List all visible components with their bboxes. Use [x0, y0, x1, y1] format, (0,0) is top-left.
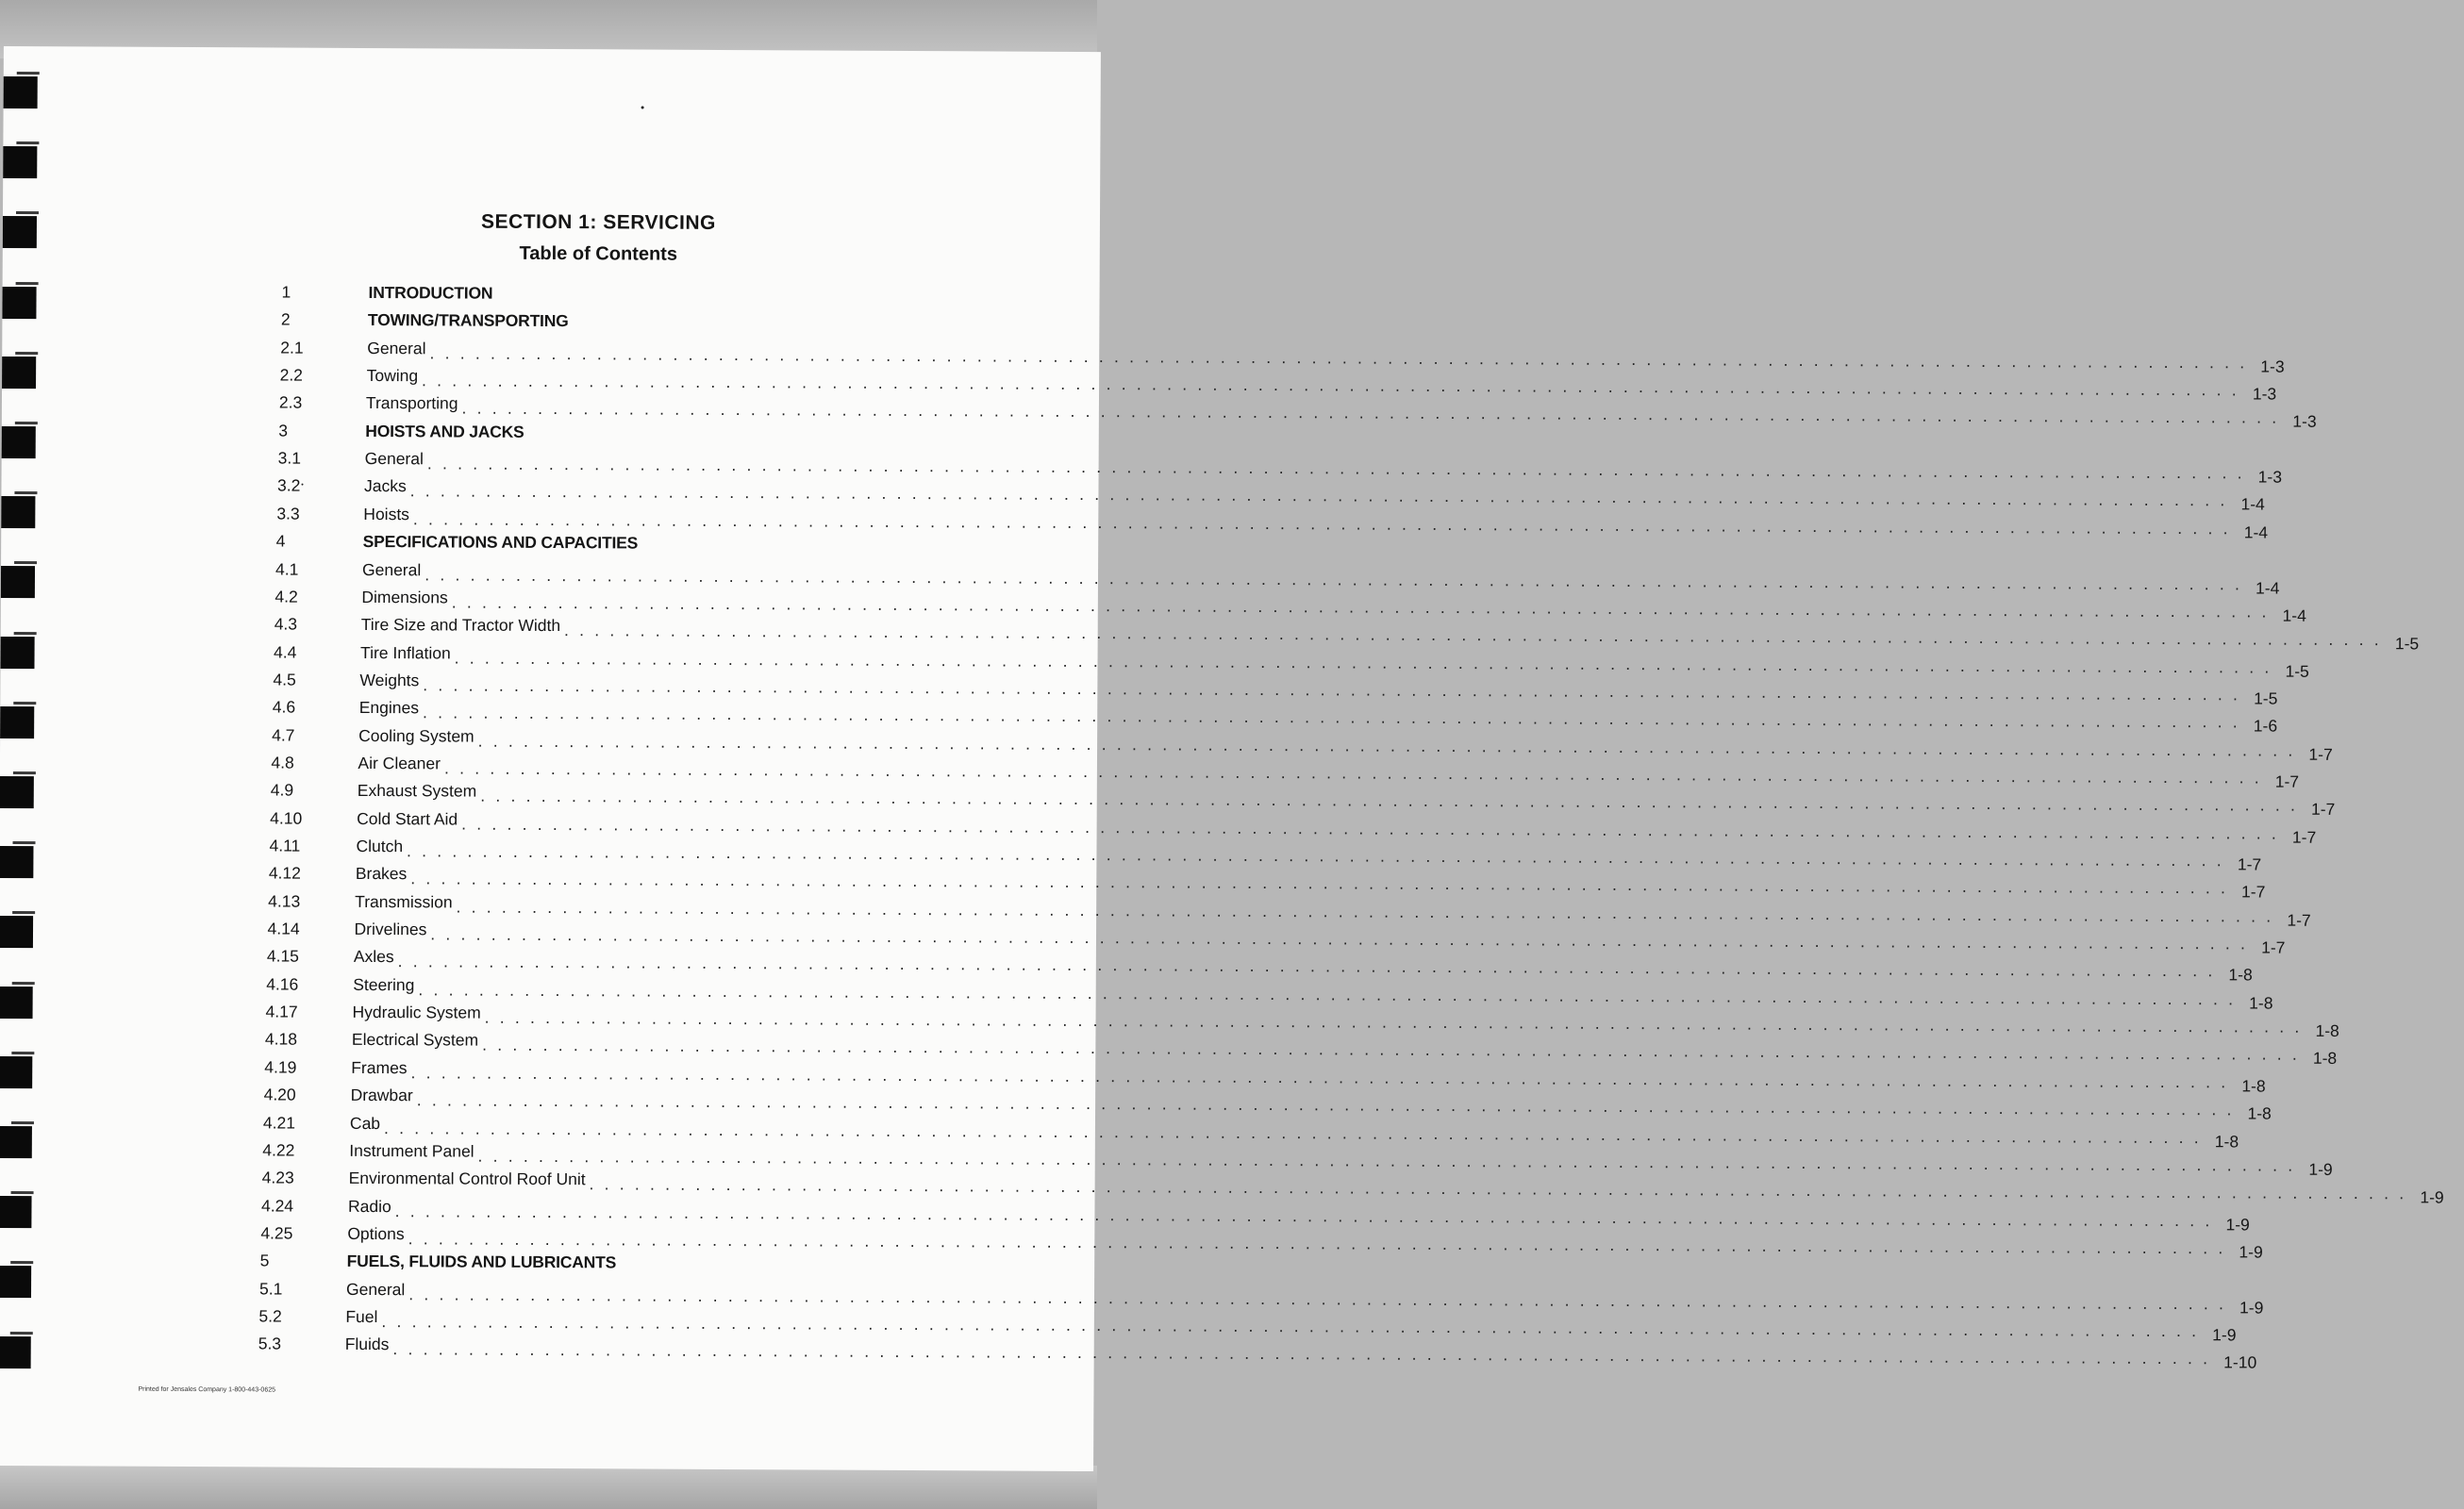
- dot-leader: . . . . . . . . . . . . . . . . . . . . . . . . . . . . . . . . . . . . . . . . . . . . . . . . . . . . . . . . . . . . . . . . . . . . . . . . . . . . . . . . . . . . . . . . . . . . . . . . . . . . . . . . . . . . . . . . . . . . . . . .: [456, 897, 2274, 926]
- toc-entry-page: 1-3: [2252, 384, 2277, 404]
- toc-entry-number: 4.21: [262, 1112, 296, 1133]
- dot-leader: . . . . . . . . . . . . . . . . . . . . . . . . . . . . . . . . . . . . . . . . . . . . . . . . . . . . . . . . . . . . . . . . . . . . . . . . . . . . . . . . . . . . . . . . . . . . . . . . . . . . . . . . . . . . . . . . . . . . . . . .: [425, 564, 2243, 593]
- dot-leader: . . . . . . . . . . . . . . . . . . . . . . . . . . . . . . . . . . . . . . . . . . . . . . . . . . . . . . . . . . . . . . . . . . . . . . . . . . . . . . . . . . . . . . . . . . . . . . . . . . . . . . . . . . . . . . . . . . . . . . . .: [423, 675, 2241, 705]
- toc-entry-number: 4.22: [262, 1140, 295, 1160]
- toc-entry-page: 1-5: [2254, 688, 2278, 708]
- toc-entry-number: 4.20: [263, 1085, 296, 1104]
- toc-entry: [278, 421, 891, 448]
- toc-entry-number: 4.8: [271, 753, 294, 772]
- toc-entry-page: 1-8: [2315, 1020, 2339, 1041]
- dot-leader: . . . . . . . . . . . . . . . . . . . . . . . . . . . . . . . . . . . . . . . . . . . . . . . . . . . . . . . . . . . . . . . . . . . . . . . . . . . . . . . . . . . . . . . . . . . . . . . . . . . . . . . . . . . . . . . . . . . . . . . .: [451, 592, 2270, 622]
- toc-entry-title: General: [364, 449, 424, 469]
- document-page: [0, 46, 2444, 1471]
- toc-entry-number: 4.13: [268, 891, 301, 911]
- dot-leader: . . . . . . . . . . . . . . . . . . . . . . . . . . . . . . . . . . . . . . . . . . . . . . . . . . . . . . . . . . . . . . . . . . . . . . . . . . . . . . . . . . . . . . . . . . . . . . . . . . . . . . . . . . . . . . . . . . . . . . . .: [381, 1312, 2200, 1341]
- toc-entry-number: 4.2: [275, 587, 298, 606]
- toc-entry-number: 3.3: [276, 504, 300, 523]
- dot-leader: . . . . . . . . . . . . . . . . . . . . . . . . . . . . . . . . . . . . . . . . . . . . . . . . . . . . . . . . . . . . . . . . . . . . . . . . . . . . . . . . . . . . . . . . . . . . . . . . . . . . . . . . . . . . . . . . . . . . . . . .: [429, 343, 2248, 373]
- toc-entry: [260, 1252, 879, 1279]
- toc-entry-number: 4.14: [267, 919, 300, 938]
- dot-leader: . . . . . . . . . . . . . . . . . . . . . . . . . . . . . . . . . . . . . . . . . . . . . . . . . . . . . . . . . . . . . . . . . . . . . . . . . . . . . . . . . . . . . . . . . . . . . . . . . . . . . . . . . . . . . . . . . . . . . . . .: [408, 1284, 2227, 1313]
- dot-leader: . . . . . . . . . . . . . . . . . . . . . . . . . . . . . . . . . . . . . . . . . . . . . . . . . . . . . . . . . . . . . . . . . . . . . . . . . . . . . . . . . . . . . . . . . . . . . . . . . . . . . . . . . . . . . . . . . . . . . . . .: [477, 1146, 2296, 1175]
- toc-entry-number: 4.9: [270, 780, 294, 800]
- toc-entry-page: 1-5: [2394, 634, 2420, 654]
- toc-entry-number: 5.2: [258, 1306, 282, 1326]
- toc-entry-number: 5: [259, 1251, 270, 1270]
- toc-entry-number: 1: [281, 282, 291, 302]
- toc-entry-title: Exhaust System: [357, 781, 477, 801]
- scan-speck: [641, 107, 644, 109]
- toc-entry-number: 3.2: [276, 475, 301, 496]
- toc-entry-page: 1-4: [2282, 605, 2306, 625]
- dot-leader: . . . . . . . . . . . . . . . . . . . . . . . . . . . . . . . . . . . . . . . . . . . . . . . . . . . . . . . . . . . . . . . . . . . . . . . . . . . . . . . . . . . . . . . . . . . . . . . . . . . . . . . . . . . . . . . . . . . . . . . .: [564, 621, 2382, 650]
- toc-entry-page: 1-7: [2241, 882, 2266, 902]
- toc-entry-title: Brakes: [355, 864, 408, 884]
- dot-leader: . . . . . . . . . . . . . . . . . . . . . . . . . . . . . . . . . . . . . . . . . . . . . . . . . . . . . . . . . . . . . . . . . . . . . . . . . . . . . . . . . . . . . . . . . . . . . . . . . . . . . . . . . . . . . . . . . . . . . . . .: [410, 1063, 2229, 1092]
- toc-entry-title: Frames: [351, 1057, 408, 1078]
- dot-leader: . . . . . . . . . . . . . . . . . . . . . . . . . . . . . . . . . . . . . . . . . . . . . . . . . . . . . . . . . . . . . . . . . . . . . . . . . . . . . . . . . . . . . . . . . . . . . . . . . . . . . . . . . . . . . . . . . . . . . . . .: [430, 924, 2249, 953]
- dot-leader: . . . . . . . . . . . . . . . . . . . . . . . . . . . . . . . . . . . . . . . . . . . . . . . . . . . . . . . . . . . . . . . . . . . . . . . . . . . . . . . . . . . . . . . . . . . . . . . . . . . . . . . . . . . . . . . . . . . . . . . .: [409, 481, 2228, 510]
- dot-leader: . . . . . . . . . . . . . . . . . . . . . . . . . . . . . . . . . . . . . . . . . . . . . . . . . . . . . . . . . . . . . . . . . . . . . . . . . . . . . . . . . . . . . . . . . . . . . . . . . . . . . . . . . . . . . . . . . . . . . . . .: [484, 1007, 2303, 1036]
- toc-entry-title: Weights: [359, 670, 420, 690]
- toc-entry-number: 3.1: [277, 448, 302, 468]
- toc-entry-page: 1-7: [2237, 854, 2262, 874]
- toc-entry-number: 4.3: [274, 614, 298, 634]
- toc-entry-page: 1-7: [2310, 800, 2336, 820]
- toc-entry-page: 1-7: [2274, 771, 2300, 791]
- toc-entry-number: 4.12: [268, 863, 301, 883]
- dot-leader: . . . . . . . . . . . . . . . . . . . . . . . . . . . . . . . . . . . . . . . . . . . . . . . . . . . . . . . . . . . . . . . . . . . . . . . . . . . . . . . . . . . . . . . . . . . . . . . . . . . . . . . . . . . . . . . . . . . . . . . .: [416, 1090, 2235, 1119]
- toc-entry-title: SPECIFICATIONS AND CAPACITIES: [362, 532, 639, 553]
- toc-entry-number: 4.16: [266, 974, 299, 994]
- dot-leader: . . . . . . . . . . . . . . . . . . . . . . . . . . . . . . . . . . . . . . . . . . . . . . . . . . . . . . . . . . . . . . . . . . . . . . . . . . . . . . . . . . . . . . . . . . . . . . . . . . . . . . . . . . . . . . . . . . . . . . . .: [412, 509, 2231, 539]
- scan-bottom-margin: [0, 1466, 1097, 1509]
- toc-entry-title: Fluids: [344, 1335, 390, 1354]
- toc-entry-page: 1-8: [2312, 1049, 2338, 1069]
- toc-entry-number: 4.7: [272, 725, 295, 745]
- dot-leader: . . . . . . . . . . . . . . . . . . . . . . . . . . . . . . . . . . . . . . . . . . . . . . . . . . . . . . . . . . . . . . . . . . . . . . . . . . . . . . . . . . . . . . . . . . . . . . . . . . . . . . . . . . . . . . . . . . . . . . . .: [392, 1339, 2211, 1368]
- dot-leader: . . . . . . . . . . . . . . . . . . . . . . . . . . . . . . . . . . . . . . . . . . . . . . . . . . . . . . . . . . . . . . . . . . . . . . . . . . . . . . . . . . . . . . . . . . . . . . . . . . . . . . . . . . . . . . . . . . . . . . . .: [482, 1036, 2300, 1065]
- toc-entry-page: 1-4: [2243, 522, 2269, 542]
- toc-entry: [276, 504, 2269, 542]
- toc-entry-number: 4.5: [273, 670, 296, 689]
- toc-entry-title: Hoists: [363, 504, 410, 524]
- toc-entry-page: 1-3: [2257, 467, 2283, 487]
- toc-entry-number: 5.1: [258, 1279, 283, 1299]
- dot-leader: . . . . . . . . . . . . . . . . . . . . . . . . . . . . . . . . . . . . . . . . . . . . . . . . . . . . . . . . . . . . . . . . . . . . . . . . . . . . . . . . . . . . . . . . . . . . . . . . . . . . . . . . . . . . . . . . . . . . . . . .: [422, 703, 2240, 732]
- toc-entry-title: Engines: [358, 698, 420, 718]
- toc-entry-title: General: [367, 338, 426, 358]
- toc-entry-page: 1-9: [2225, 1214, 2250, 1235]
- table-of-contents: [0, 46, 2444, 1471]
- toc-entry-page: 1-3: [2292, 412, 2317, 432]
- toc-entry-number: 2.1: [280, 338, 304, 357]
- toc-entry-number: 3: [278, 421, 289, 440]
- toc-entry-number: 4.15: [266, 946, 300, 967]
- dot-leader: . . . . . . . . . . . . . . . . . . . . . . . . . . . . . . . . . . . . . . . . . . . . . . . . . . . . . . . . . . . . . . . . . . . . . . . . . . . . . . . . . . . . . . . . . . . . . . . . . . . . . . . . . . . . . . . . . . . . . . . .: [426, 454, 2245, 483]
- toc-entry-page: 1-9: [2239, 1242, 2263, 1262]
- toc-entry-number: 4.25: [260, 1223, 293, 1243]
- toc-entry-page: 1-10: [2223, 1352, 2257, 1372]
- toc-entry-title: INTRODUCTION: [368, 283, 493, 303]
- toc-entry-number: 4.23: [261, 1168, 294, 1187]
- toc-entry-title: Hydraulic System: [352, 1003, 481, 1022]
- toc-entry-page: 1-8: [2228, 965, 2253, 985]
- scan-speck: [302, 484, 304, 486]
- toc-entry-title: Dimensions: [361, 587, 448, 607]
- dot-leader: . . . . . . . . . . . . . . . . . . . . . . . . . . . . . . . . . . . . . . . . . . . . . . . . . . . . . . . . . . . . . . . . . . . . . . . . . . . . . . . . . . . . . . . . . . . . . . . . . . . . . . . . . . . . . . . . . . . . . . . .: [461, 814, 2279, 843]
- toc-entry-number: 4.10: [270, 808, 303, 828]
- toc-entry-number: 4.4: [274, 642, 297, 662]
- toc-entry-page: 1-7: [2291, 827, 2317, 847]
- toc-entry-page: 1-9: [2239, 1297, 2264, 1318]
- toc-entry-title: Transmission: [355, 891, 453, 912]
- toc-entry-number: 5.3: [258, 1334, 282, 1353]
- toc-entry: [276, 532, 891, 559]
- toc-entry-number: 4.6: [272, 697, 296, 717]
- toc-entry-title: Drivelines: [354, 919, 427, 939]
- dot-leader: . . . . . . . . . . . . . . . . . . . . . . . . . . . . . . . . . . . . . . . . . . . . . . . . . . . . . . . . . . . . . . . . . . . . . . . . . . . . . . . . . . . . . . . . . . . . . . . . . . . . . . . . . . . . . . . . . . . . . . . .: [408, 1229, 2226, 1258]
- toc-entry-page: 1-4: [2256, 577, 2280, 598]
- toc-entry-title: General: [361, 559, 422, 579]
- toc-entry-title: Jacks: [363, 476, 407, 496]
- toc-entry-title: Tire Inflation: [360, 642, 451, 663]
- toc-entry-page: 1-7: [2308, 744, 2333, 764]
- toc-entry-title: Drawbar: [350, 1086, 413, 1105]
- dot-leader: . . . . . . . . . . . . . . . . . . . . . . . . . . . . . . . . . . . . . . . . . . . . . . . . . . . . . . . . . . . . . . . . . . . . . . . . . . . . . . . . . . . . . . . . . . . . . . . . . . . . . . . . . . . . . . . . . . . . . . . .: [383, 1118, 2202, 1147]
- toc-entry-number: 4.11: [269, 836, 301, 855]
- toc-entry-title: Radio: [347, 1196, 391, 1216]
- toc-entry-number: 2: [280, 309, 291, 329]
- toc-entry-page: 1-9: [2308, 1159, 2333, 1179]
- toc-entry: [281, 283, 893, 310]
- toc-entry-number: 4.24: [260, 1195, 294, 1216]
- toc-entry-page: 1-6: [2253, 716, 2278, 736]
- toc-entry-title: Cab: [349, 1113, 381, 1133]
- toc-entry-number: 4.1: [275, 558, 299, 579]
- toc-entry-title: Instrument Panel: [349, 1140, 474, 1161]
- toc-entry-title: Axles: [353, 947, 394, 967]
- toc-entry-title: Transporting: [365, 393, 458, 413]
- toc-entry-page: 1-7: [2261, 937, 2286, 957]
- toc-entry-number: 4.17: [265, 1002, 298, 1021]
- toc-entry-title: Clutch: [356, 836, 404, 856]
- toc-entry-title: Options: [347, 1223, 405, 1244]
- dot-leader: . . . . . . . . . . . . . . . . . . . . . . . . . . . . . . . . . . . . . . . . . . . . . . . . . . . . . . . . . . . . . . . . . . . . . . . . . . . . . . . . . . . . . . . . . . . . . . . . . . . . . . . . . . . . . . . . . . . . . . . .: [422, 371, 2239, 400]
- toc-entry-title: General: [345, 1279, 406, 1299]
- toc-entry-number: 4.18: [264, 1029, 298, 1050]
- toc-entry: [281, 310, 893, 338]
- toc-entry-title: FUELS, FLUIDS AND LUBRICANTS: [346, 1252, 617, 1272]
- toc-entry-title: Cooling System: [358, 725, 474, 746]
- toc-entry-number: 2.3: [278, 392, 303, 413]
- dot-leader: . . . . . . . . . . . . . . . . . . . . . . . . . . . . . . . . . . . . . . . . . . . . . . . . . . . . . . . . . . . . . . . . . . . . . . . . . . . . . . . . . . . . . . . . . . . . . . . . . . . . . . . . . . . . . . . . . . . . . . . .: [477, 731, 2296, 760]
- toc-entry-title: Electrical System: [351, 1030, 479, 1051]
- section-heading: SECTION 1: SERVICING: [480, 210, 716, 234]
- dot-leader: . . . . . . . . . . . . . . . . . . . . . . . . . . . . . . . . . . . . . . . . . . . . . . . . . . . . . . . . . . . . . . . . . . . . . . . . . . . . . . . . . . . . . . . . . . . . . . . . . . . . . . . . . . . . . . . . . . . . . . . .: [410, 869, 2229, 898]
- toc-entry-number: 4.19: [264, 1057, 297, 1077]
- dot-leader: . . . . . . . . . . . . . . . . . . . . . . . . . . . . . . . . . . . . . . . . . . . . . . . . . . . . . . . . . . . . . . . . . . . . . . . . . . . . . . . . . . . . . . . . . . . . . . . . . . . . . . . . . . . . . . . . . . . . . . . .: [454, 648, 2273, 677]
- toc-entry-page: 1-3: [2260, 357, 2285, 376]
- dot-leader: . . . . . . . . . . . . . . . . . . . . . . . . . . . . . . . . . . . . . . . . . . . . . . . . . . . . . . . . . . . . . . . . . . . . . . . . . . . . . . . . . . . . . . . . . . . . . . . . . . . . . . . . . . . . . . . . . . . . . . . .: [461, 398, 2280, 428]
- toc-entry-title: Towing: [366, 366, 419, 386]
- toc-entry-page: 1-8: [2247, 1103, 2272, 1123]
- printer-note: Printed for Jensales Company 1-800-443-0625: [138, 1385, 276, 1394]
- toc-entry-title: Environmental Control Roof Unit: [348, 1169, 586, 1189]
- toc-entry-title: Air Cleaner: [358, 753, 441, 773]
- toc-entry-page: 1-5: [2285, 661, 2309, 681]
- dot-leader: . . . . . . . . . . . . . . . . . . . . . . . . . . . . . . . . . . . . . . . . . . . . . . . . . . . . . . . . . . . . . . . . . . . . . . . . . . . . . . . . . . . . . . . . . . . . . . . . . . . . . . . . . . . . . . . . . . . . . . . .: [589, 1174, 2407, 1203]
- toc-entry-page: 1-9: [2212, 1325, 2237, 1345]
- toc-heading: Table of Contents: [519, 242, 678, 265]
- dot-leader: . . . . . . . . . . . . . . . . . . . . . . . . . . . . . . . . . . . . . . . . . . . . . . . . . . . . . . . . . . . . . . . . . . . . . . . . . . . . . . . . . . . . . . . . . . . . . . . . . . . . . . . . . . . . . . . . . . . . . . . .: [418, 980, 2237, 1009]
- toc-entry-number: 2.2: [279, 365, 303, 385]
- dot-leader: . . . . . . . . . . . . . . . . . . . . . . . . . . . . . . . . . . . . . . . . . . . . . . . . . . . . . . . . . . . . . . . . . . . . . . . . . . . . . . . . . . . . . . . . . . . . . . . . . . . . . . . . . . . . . . . . . . . . . . . .: [397, 952, 2216, 981]
- toc-entry-title: Steering: [353, 974, 415, 995]
- toc-entry-title: Cold Start Aid: [357, 808, 458, 829]
- toc-entry-title: Fuel: [345, 1306, 378, 1327]
- toc-entry-page: 1-8: [2249, 993, 2273, 1013]
- toc-entry-page: 1-4: [2240, 494, 2265, 514]
- toc-entry-page: 1-8: [2241, 1076, 2266, 1096]
- dot-leader: . . . . . . . . . . . . . . . . . . . . . . . . . . . . . . . . . . . . . . . . . . . . . . . . . . . . . . . . . . . . . . . . . . . . . . . . . . . . . . . . . . . . . . . . . . . . . . . . . . . . . . . . . . . . . . . . . . . . . . . .: [480, 786, 2299, 816]
- dot-leader: . . . . . . . . . . . . . . . . . . . . . . . . . . . . . . . . . . . . . . . . . . . . . . . . . . . . . . . . . . . . . . . . . . . . . . . . . . . . . . . . . . . . . . . . . . . . . . . . . . . . . . . . . . . . . . . . . . . . . . . .: [443, 758, 2262, 788]
- toc-entry-title: TOWING/TRANSPORTING: [367, 310, 569, 331]
- toc-entry-page: 1-9: [2420, 1187, 2444, 1207]
- toc-entry-number: 4: [275, 531, 286, 551]
- toc-entry-title: HOISTS AND JACKS: [365, 421, 524, 441]
- dot-leader: . . . . . . . . . . . . . . . . . . . . . . . . . . . . . . . . . . . . . . . . . . . . . . . . . . . . . . . . . . . . . . . . . . . . . . . . . . . . . . . . . . . . . . . . . . . . . . . . . . . . . . . . . . . . . . . . . . . . . . . .: [394, 1201, 2213, 1230]
- toc-entry-page: 1-7: [2287, 910, 2311, 930]
- dot-leader: . . . . . . . . . . . . . . . . . . . . . . . . . . . . . . . . . . . . . . . . . . . . . . . . . . . . . . . . . . . . . . . . . . . . . . . . . . . . . . . . . . . . . . . . . . . . . . . . . . . . . . . . . . . . . . . . . . . . . . . .: [407, 841, 2224, 871]
- toc-entry-title: Tire Size and Tractor Width: [360, 615, 561, 636]
- toc-entry-page: 1-8: [2214, 1131, 2239, 1151]
